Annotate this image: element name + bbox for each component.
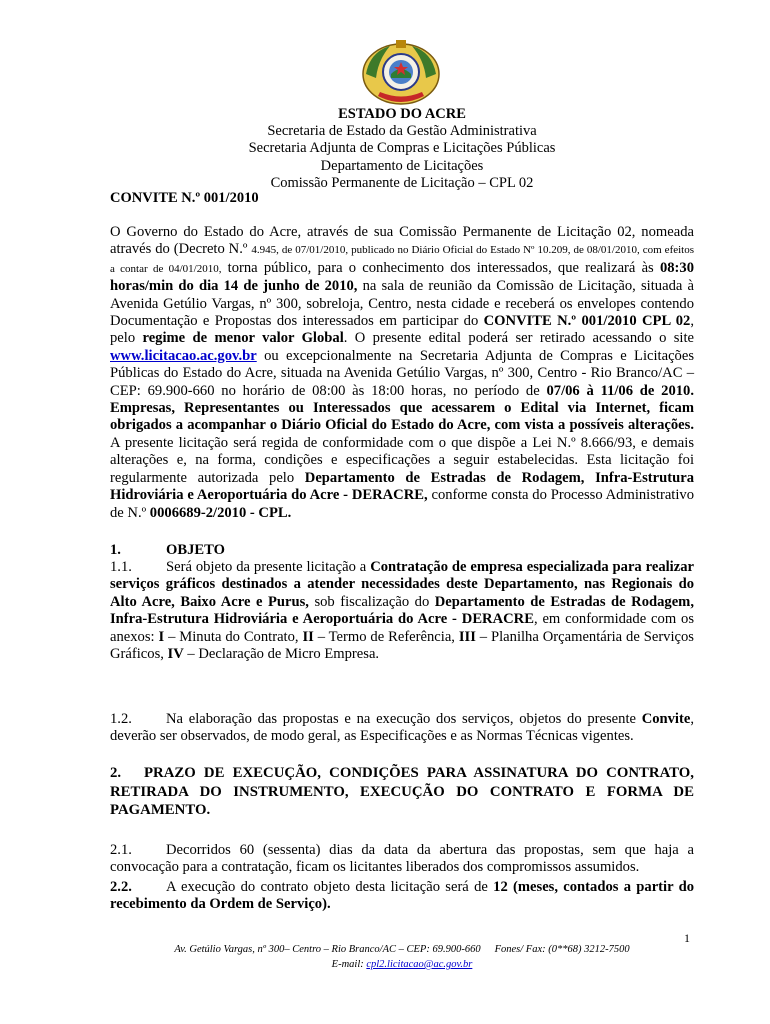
clause-keyword: Convite xyxy=(641,711,691,727)
footer-address: Av. Getúlio Vargas, nº 300– Centro – Rio Branco/AC – CEP: 69.900-660 xyxy=(174,944,481,955)
section-title: OBJETO xyxy=(166,542,225,558)
footer-email-link[interactable]: cpl2.licitacao@ac.gov.br xyxy=(366,959,473,970)
annex-number: II xyxy=(302,628,314,645)
clause-text: Decorridos 60 (sessenta) dias da data da abertura das propostas, sem que haja a convocação para a contratação, ficam os licitantes liberados dos compromissos assumidos. xyxy=(110,842,694,876)
intro-text: A presente licitação será regida de conformidade com o que dispõe a Lei N.º 8.666/93, e demais alterações e, na forma, condições e especificações a seguir estabelecidas. Esta licitação foi regularmente autorizada pelo xyxy=(110,434,694,486)
intro-text: , pelo xyxy=(110,313,694,347)
process-number: 0006689-2/2010 - CPL. xyxy=(149,504,292,521)
department-line: Departamento de Licitações xyxy=(320,157,484,174)
intro-text: . O presente edital poderá ser retirado acessando o site xyxy=(343,330,694,347)
intro-text: O Governo do Estado do Acre, através de sua Comissão Permanente de Licitação 02, nomeada através do (Decreto N.º xyxy=(110,224,694,258)
clause-text: , deverão ser observados, de modo geral, as Especificações e as Normas Técnicas vigentes. xyxy=(110,711,694,745)
clause-text: , em conformidade com os anexos: xyxy=(110,611,694,645)
section-title: PRAZO DE EXECUÇÃO, CONDIÇÕES PARA ASSINATURA DO CONTRATO, RETIRADA DO INSTRUMENTO, EXECUÇÃO DO CONTRATO E FORMA DE PAGAMENTO. xyxy=(110,765,694,818)
session-datetime: 08:30 horas/min do dia 14 de junho de 2010, xyxy=(110,259,694,295)
intro-paragraph xyxy=(110,224,694,522)
footer-email-label: E-mail: xyxy=(331,959,367,970)
clause-1-1 xyxy=(110,559,694,663)
annex-number: I xyxy=(158,628,165,645)
annex-title: – Planilha Orçamentária de Serviços Gráficos, xyxy=(110,628,694,663)
section-1-heading xyxy=(110,542,694,559)
annex-title: – Termo de Referência, xyxy=(313,628,459,645)
clause-2-2 xyxy=(110,879,694,914)
secretariat-line: Secretaria de Estado da Gestão Administrativa xyxy=(267,123,537,140)
clause-text: Na elaboração das propostas e na execução dos serviços, objetos do presente xyxy=(166,711,642,727)
intro-text: ou excepcionalmente na Secretaria Adjunta de Compras e Licitações Públicas do Estado do Acre, situada na Avenida Getúlio Vargas, nº 300, Centro - Rio Branco/AC – CEP: 69.900-660 no horário de 08:00 às 18:00 horas, no período de xyxy=(110,347,694,399)
clause-text: Será objeto da presente licitação a xyxy=(166,559,371,575)
commission-line: Comissão Permanente de Licitação – CPL 02 xyxy=(270,174,534,191)
clause-number: 1.1. xyxy=(110,559,132,575)
regime-label: regime de menor valor Global xyxy=(142,330,344,347)
department-name: Departamento de Estradas de Rodagem, Infra-Estrutura Hidroviária e Aeroportuária do Acre - DERACRE xyxy=(110,593,694,628)
licitacao-site-link[interactable]: www.licitacao.ac.gov.br xyxy=(110,347,257,364)
adjunct-secretariat-line: Secretaria Adjunta de Compras e Licitações Públicas xyxy=(248,140,556,157)
intro-text: conforme consta do Processo Administrativo de N.º xyxy=(110,487,694,521)
section-2-heading xyxy=(110,764,694,820)
state-name: ESTADO DO ACRE xyxy=(338,106,466,122)
intro-text: na sala de reunião da Comissão de Licitação, situada à Avenida Getúlio Vargas, nº 300, sobreloja, Centro, nesta cidade e receberá os envelopes contendo Documentação e Propostas dos interessados em participar do xyxy=(110,278,694,330)
page-footer xyxy=(110,942,694,972)
state-crest-icon xyxy=(360,38,442,108)
period-notice: 07/06 à 11/06 de 2010. Empresas, Representantes ou Interessados que acessarem o Edital via Internet, ficam obrigados a acompanhar o Diário Oficial do Estado do Acre, com vista a possíveis alterações. xyxy=(110,382,695,434)
clause-text: sob fiscalização do xyxy=(308,593,435,610)
annex-title: – Minuta do Contrato, xyxy=(164,628,303,645)
intro-text: torna público, para o conhecimento dos interessados, que realizará às xyxy=(221,259,660,276)
section-number: 1. xyxy=(110,542,121,558)
contract-duration: 12 (meses, contados a partir do recebimento da Ordem de Serviço). xyxy=(110,879,694,913)
annex-number: IV xyxy=(167,646,184,663)
convite-reference: CONVITE N.º 001/2010 CPL 02 xyxy=(483,313,691,330)
clause-number: 2.2. xyxy=(110,879,132,895)
clause-text: A execução do contrato objeto desta licitação será de xyxy=(166,879,494,895)
section-number: 2. xyxy=(110,765,122,781)
clause-number: 1.2. xyxy=(110,711,132,727)
clause-1-2 xyxy=(110,711,694,746)
convite-title: CONVITE N.º 001/2010 xyxy=(110,190,259,206)
annex-title: – Declaração de Micro Empresa. xyxy=(183,646,380,663)
annex-number: III xyxy=(458,628,476,645)
clause-object: Contratação de empresa especializada para realizar serviços gráficos destinados a atender necessidades deste Departamento, nas Regionais do Alto Acre, Baixo Acre e Purus, xyxy=(110,559,694,610)
page-number: 1 xyxy=(684,931,690,945)
footer-phone: Fones/ Fax: (0**68) 3212-7500 xyxy=(494,944,630,955)
letterhead xyxy=(110,106,694,192)
decree-reference: 4.945, de 07/01/2010, publicado no Diário Oficial do Estado Nº 10.209, de 08/01/2010, com efeitos a contar de 04/01/2010, xyxy=(110,244,695,275)
clause-2-1 xyxy=(110,842,694,877)
clause-number: 2.1. xyxy=(110,842,132,858)
department-name: Departamento de Estradas de Rodagem, Infra-Estrutura Hidroviária e Aeroportuária do Acre - DERACRE, xyxy=(110,469,694,504)
